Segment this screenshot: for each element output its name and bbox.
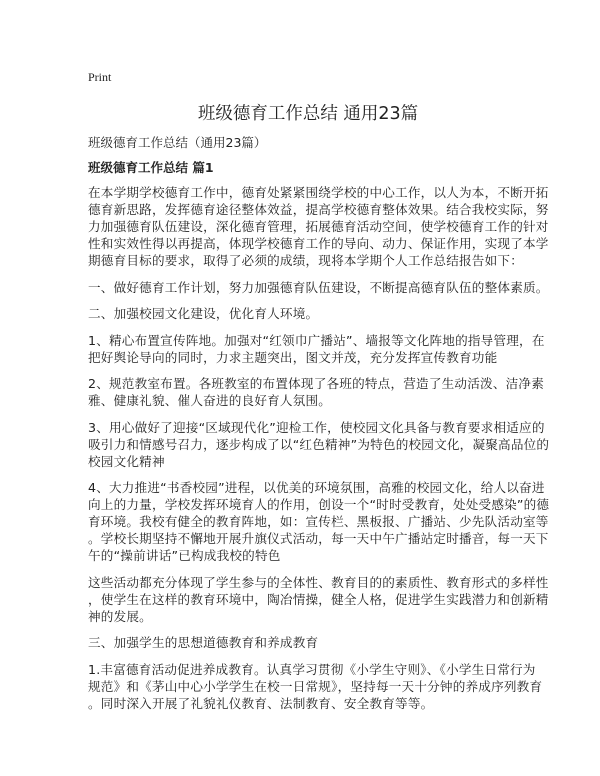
- paragraph-line: 。学校长期坚持不懈地开展升旗仪式活动，每一天中午广播站定时播音，每一天下: [88, 531, 549, 546]
- paragraph: [88, 184, 548, 269]
- document-page: [88, 70, 548, 721]
- print-link[interactable]: Print: [88, 70, 112, 84]
- paragraph-line: 期德育目标的要求，取得了必须的成绩，现将本学期个人工作总结报告如下：: [88, 253, 523, 268]
- paragraph-line: 性和实效性得以再提高，体现学校德育工作的导向、动力、保证作用，实现了本学: [88, 236, 549, 251]
- paragraph-line: ，使学生在这样的教育环境中，陶冶情操，健全人格，促进学生实践潜力和创新精: [88, 591, 549, 607]
- paragraph-line: 力加强德育队伍建设，深化德育管理，拓展德育活动空间，使学校德育工作的针对: [88, 219, 549, 234]
- paragraph: [88, 279, 548, 296]
- paragraph-line: 校园文化精神: [88, 453, 165, 469]
- paragraph-line: 一、做好德育工作计划，努力加强德育队伍建设，不断提高德育队伍的整体素质。: [88, 279, 549, 295]
- paragraph-line: 1、精心布置宣传阵地。加强对“红领巾广播站”、墙报等文化阵地的指导管理，在: [88, 332, 545, 348]
- paragraph-line: 在本学期学校德育工作中，德育处紧紧围绕学校的中心工作，以人为本，不断开拓: [88, 185, 549, 200]
- paragraph: [88, 332, 548, 366]
- paragraph: [88, 661, 548, 712]
- paragraph: [88, 305, 548, 322]
- paragraph: [88, 479, 548, 564]
- paragraph: [88, 375, 548, 409]
- paragraph-line: 神的发展。: [88, 608, 152, 624]
- paragraph-line: 育环境。我校有健全的教育阵地，如：宣传栏、黑板报、广播站、少先队活动室等: [88, 514, 549, 529]
- document-subtitle: 班级德育工作总结（通用23篇）: [88, 135, 267, 150]
- paragraph-line: 规范》和《茅山中心小学学生在校一日常规》，坚持每一天十分钟的养成序列教育: [88, 678, 543, 694]
- paragraph-line: 1.丰富德育活动促进养成教育。认真学习贯彻《小学生守则》、《小学生日常行为: [88, 661, 536, 677]
- paragraph-line: 三、加强学生的思想道德教育和养成教育: [88, 635, 319, 650]
- paragraph: [88, 574, 548, 625]
- paragraph-line: 德育新思路，发挥德育途径整体效益，提高学校德育整体效果。结合我校实际，努: [88, 202, 549, 217]
- paragraph-line: 午的“操前讲话”已构成我校的特色: [88, 548, 281, 563]
- section-heading: 班级德育工作总结 篇1: [88, 160, 214, 175]
- paragraph-line: 这些活动都充分体现了学生参与的全体性、教育目的的素质性、教育形式的多样性: [88, 574, 549, 590]
- paragraph-line: 。同时深入开展了礼貌礼仪教育、法制教育、安全教育等等。: [88, 695, 434, 711]
- paragraph: [88, 634, 548, 651]
- paragraph-line: 向上的力量，学校发挥环境育人的作用，创设一个“时时受教育，处处受感染”的德: [88, 497, 550, 512]
- paragraph-line: 2、规范教室布置。各班教室的布置体现了各班的特点，营造了生动活泼、洁净素: [88, 376, 544, 391]
- paragraph-line: 4、大力推进“书香校园”进程，以优美的环境氛围，高雅的校园文化，给人以奋进: [88, 480, 545, 495]
- document-title: 班级德育工作总结 通用23篇: [197, 104, 419, 124]
- paragraph-line: 二、加强校园文化建设，优化育人环境。: [88, 306, 319, 321]
- paragraph: [88, 419, 548, 470]
- document-body: [88, 184, 548, 712]
- paragraph-line: 雅、健康礼貌、催人奋进的良好育人氛围。: [88, 393, 332, 408]
- paragraph-line: 3、用心做好了迎接“区域现代化”迎检工作，使校园文化具备与教育要求相适应的: [88, 419, 545, 435]
- paragraph-line: 吸引力和情感号召力，逐步构成了以“红色精神”为特色的校园文化，凝聚高品位的: [88, 436, 550, 452]
- paragraph-line: 把好舆论导向的同时，力求主题突出，图文并茂，充分发挥宣传教育功能: [88, 349, 498, 365]
